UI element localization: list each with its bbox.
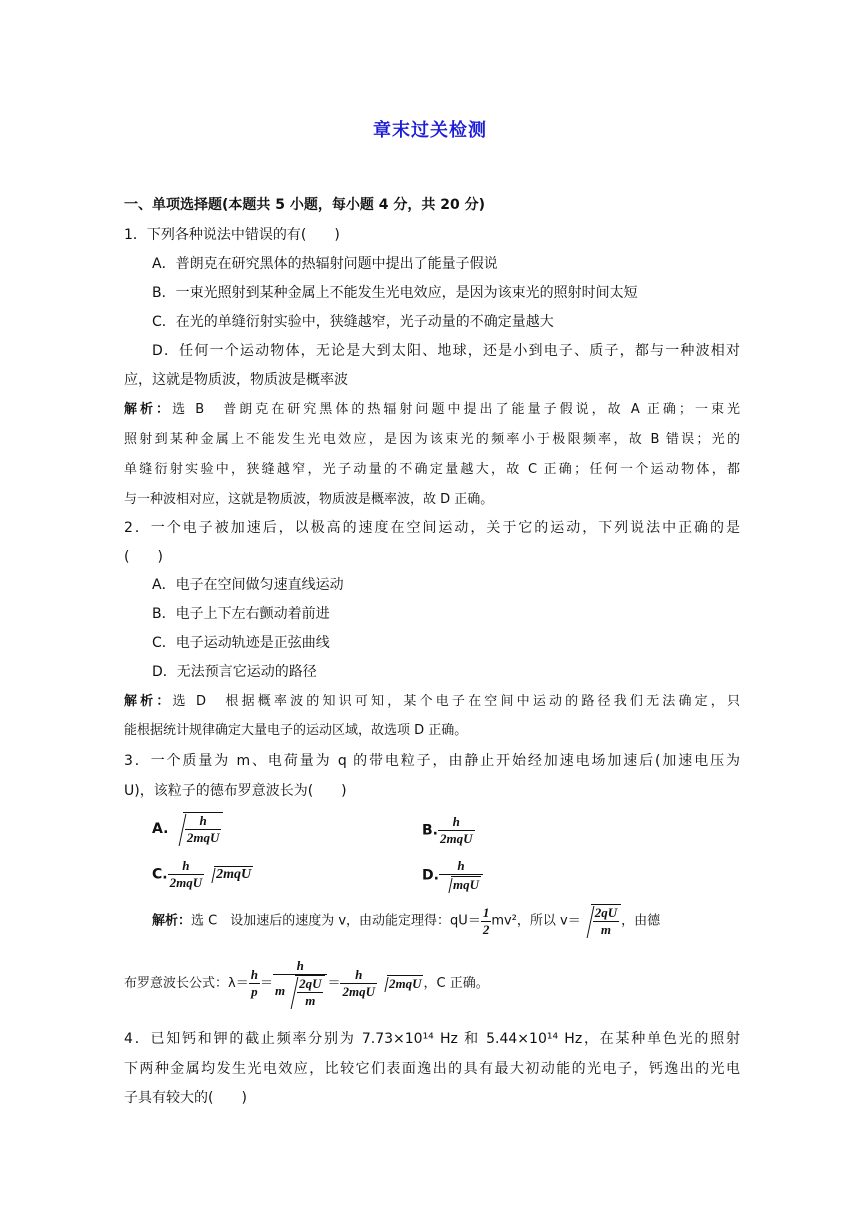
fraction: $\frac{h}{\text{2mqU}}$ bbox=[186, 813, 220, 845]
q1-option-d-line2: 应，这就是物质波，物质波是概率波 bbox=[124, 372, 348, 388]
q1-explanation-line4: 与一种波相对应，这就是物质波，物质波是概率波，故 D 正确。 bbox=[124, 492, 494, 507]
q4-stem-line2: 下两种金属均发生光电效应，比较它们表面逸出的具有最大初动能的光电子，钙逸出的光电 bbox=[124, 1061, 740, 1077]
q2-exp-label: 解析： bbox=[124, 694, 173, 709]
q1-option-c: C．在光的单缝衍射实验中，狭缝越窄，光子动量的不确定量越大 bbox=[152, 314, 554, 330]
sqrt-symbol bbox=[285, 975, 325, 1009]
q1-option-b: B．一束光照射到某种金属上不能发生光电效应，是因为该束光的照射时间太短 bbox=[152, 285, 638, 301]
q2-option-d: D．无法预言它运动的路径 bbox=[152, 664, 317, 680]
q2-stem-line2: ( ) bbox=[124, 549, 163, 565]
q3-option-d-label: D. bbox=[422, 867, 439, 884]
sqrt-symbol: 2mqU bbox=[204, 866, 253, 883]
page-title: 章末过关检测 bbox=[373, 120, 487, 141]
q2-stem-line1: 2．一个电子被加速后，以极高的速度在空间运动，关于它的运动，下列说法中正确的是 bbox=[124, 520, 740, 536]
q3-option-d bbox=[422, 858, 483, 893]
q1-stem: 1．下列各种说法中错误的有( ) bbox=[124, 227, 340, 243]
q1-exp-label: 解析： bbox=[124, 402, 173, 417]
q2-exp-text1: 选 D 根据概率波的知识可知，某个电子在空间中运动的路径我们无法确定，只 bbox=[172, 694, 740, 709]
section-heading: 一、单项选择题(本题共 5 小题，每小题 4 分，共 20 分) bbox=[124, 197, 486, 213]
sqrt-symbol: mqU bbox=[441, 876, 481, 893]
q3-option-b-label: B. bbox=[422, 822, 438, 839]
fraction: $\frac{h}{\text{2mqU}}$ bbox=[440, 814, 473, 846]
fraction: $\frac{h}{\text{mqU}}$ bbox=[439, 858, 483, 893]
sqrt-symbol: 2mqU bbox=[377, 975, 424, 992]
q3-exp-label: 解析： bbox=[152, 913, 192, 929]
q3-option-c-label: C. bbox=[152, 866, 168, 883]
q1-explanation-line1 bbox=[124, 401, 740, 419]
q3-option-c bbox=[152, 858, 253, 891]
q1-option-a: A．普朗克在研究黑体的热辐射问题中提出了能量子假说 bbox=[152, 256, 498, 272]
q2-option-a: A．电子在空间做匀速直线运动 bbox=[152, 577, 344, 593]
q1-explanation-line2: 照射到某种金属上不能发生光电效应，是因为该束光的频率小于极限频率，故 B 错误；光的 bbox=[124, 432, 740, 447]
q1-option-d-line1: D．任何一个运动物体，无论是大到太阳、地球，还是小到电子、质子，都与一种波相对 bbox=[152, 343, 740, 359]
q2-option-c: C．电子运动轨迹是正弦曲线 bbox=[152, 635, 330, 651]
q1-exp-text1: 选 B 普朗克在研究黑体的热辐射问题中提出了能量子假说，故 A 正确；一束光 bbox=[172, 402, 740, 417]
q4-stem-line3: 子具有较大的( ) bbox=[124, 1090, 247, 1106]
q3-option-b bbox=[422, 814, 475, 847]
fraction: $\frac{h}{\text{2mqU}}$ bbox=[169, 858, 203, 890]
q2-explanation-line1 bbox=[124, 693, 740, 711]
fraction: $\frac{2qU}{m}$ bbox=[299, 976, 322, 1008]
fraction: $\frac{h}{p}$ bbox=[250, 967, 258, 999]
fraction: h m $\frac{2qU}{m}$ bbox=[273, 958, 328, 1009]
q3-explanation-line1: 解析：选 C 设加速后的速度为 v，由动能定理得：qU＝ $\frac{1}{2}$ mv²，所以 v＝ $\frac{2qU}{m}$ ，由德 bbox=[152, 904, 661, 937]
q2-explanation-line2: 能根据统计规律确定大量电子的运动区域，故选项 D 正确。 bbox=[124, 723, 468, 738]
fraction: $\frac{2qU}{m}$ bbox=[594, 905, 618, 937]
q2-option-b: B．电子上下左右颤动着前进 bbox=[152, 606, 330, 622]
q3-option-a-label: A. bbox=[152, 821, 169, 837]
sqrt-symbol bbox=[173, 812, 224, 846]
q3-stem-line2: U)，该粒子的德布罗意波长为( ) bbox=[124, 783, 347, 799]
fraction: $\frac{h}{\text{2mqU}}$ bbox=[342, 967, 375, 999]
sqrt-symbol bbox=[581, 904, 621, 938]
fraction: $\frac{1}{2}$ bbox=[482, 904, 490, 937]
q3-stem-line1: 3．一个质量为 m、电荷量为 q 的带电粒子，由静止开始经加速电场加速后(加速电压为 bbox=[124, 753, 740, 769]
q3-option-a bbox=[152, 812, 223, 846]
q4-stem-line1: 4．已知钙和钾的截止频率分别为 7.73×10¹⁴ Hz 和 5.44×10¹⁴ Hz，在某种单色光的照射 bbox=[124, 1031, 740, 1047]
q1-explanation-line3: 单缝衍射实验中，狭缝越窄，光子动量的不确定量越大，故 C 正确；任何一个运动物体，都 bbox=[124, 462, 740, 477]
q3-explanation-line2: 布罗意波长公式：λ＝ $\frac{h}{p}$ ＝ h m $\frac{2qU}{m}$ ＝ $\frac{h}{\text{2mqU}}$ 2mqU ，C 正确。 bbox=[124, 958, 489, 1008]
